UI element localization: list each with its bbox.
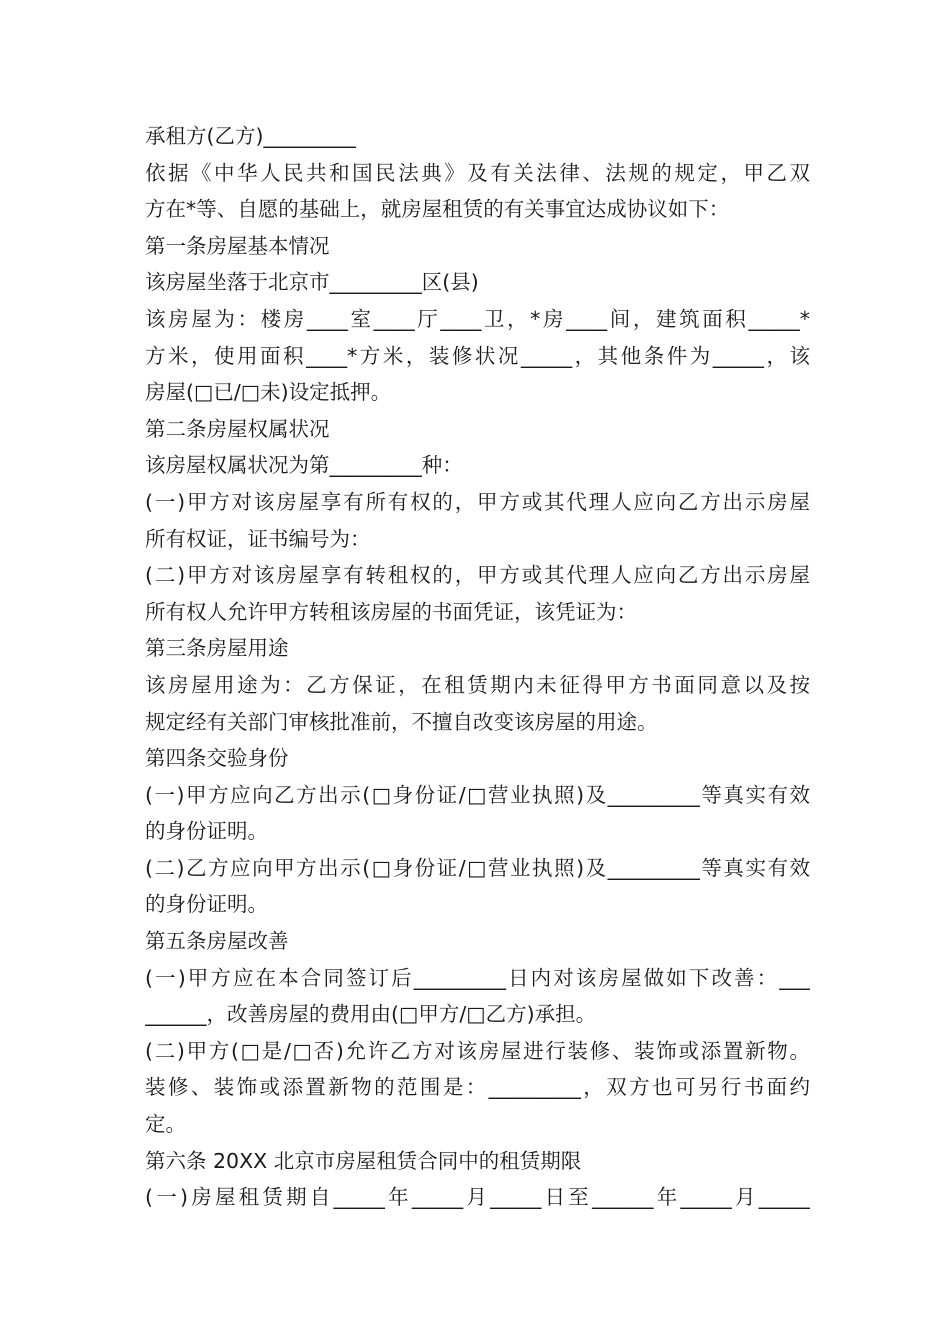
text-line: (二)乙方应向甲方出示(□身份证/□营业执照)及_________等真实有效 [145,855,810,880]
text-line: (一)房屋租赁期自_____年_____月_____日至______年_____月_____ [145,1185,810,1210]
text-line: 该房屋坐落于北京市_________区(县) [145,270,479,295]
text-line: 的身份证明。 [145,892,268,917]
text-line: 该房屋用途为：乙方保证，在租赁期内未征得甲方书面同意以及按 [145,672,810,697]
text-line: (一)甲方应在本合同签订后_________日内对该房屋做如下改善：___ [145,965,810,990]
text-line: 第三条房屋用途 [145,636,289,661]
text-line: 定。 [145,1112,186,1137]
text-line: 方在*等、自愿的基础上，就房屋租赁的有关事宜达成协议如下： [145,197,730,222]
text-line: ______，改善房屋的费用由(□甲方/□乙方)承担。 [145,1002,597,1027]
text-line: 第六条 20XX 北京市房屋租赁合同中的租赁期限 [145,1148,582,1173]
text-line: 所有权证，证书编号为： [145,526,371,551]
text-line: 装修、装饰或添置新物的范围是：_________，双方也可另行书面约 [145,1075,810,1100]
text-line: 规定经有关部门审核批准前，不擅自改变该房屋的用途。 [145,709,658,734]
text-line: 第五条房屋改善 [145,929,289,954]
text-line: 所有权人允许甲方转租该房屋的书面凭证，该凭证为： [145,599,637,624]
contract-body [145,118,810,1216]
text-line: 该房屋权属状况为第_________种： [145,453,463,478]
text-line: (二)甲方对该房屋享有转租权的，甲方或其代理人应向乙方出示房屋 [145,563,810,588]
text-line: 房屋(□已/□未)设定抵押。 [145,380,392,405]
text-line: 第二条房屋权属状况 [145,416,330,441]
text-line: 依据《中华人民共和国民法典》及有关法律、法规的规定，甲乙双 [145,160,810,185]
text-line: (一)甲方对该房屋享有所有权的，甲方或其代理人应向乙方出示房屋 [145,489,810,514]
text-line: 的身份证明。 [145,819,268,844]
text-line: 第四条交验身份 [145,746,289,771]
text-line: 该房屋为：楼房____室____厅____卫，*房____间，建筑面积_____* [145,306,810,331]
text-line: (二)甲方(□是/□否)允许乙方对该房屋进行装修、装饰或添置新物。 [145,1038,810,1063]
text-line: 第一条房屋基本情况 [145,233,330,258]
text-line: 承租方(乙方)_________ [145,124,356,148]
text-line: 方米，使用面积____*方米，装修状况_____，其他条件为_____，该 [145,343,810,368]
text-line: (一)甲方应向乙方出示(□身份证/□营业执照)及_________等真实有效 [145,782,810,807]
